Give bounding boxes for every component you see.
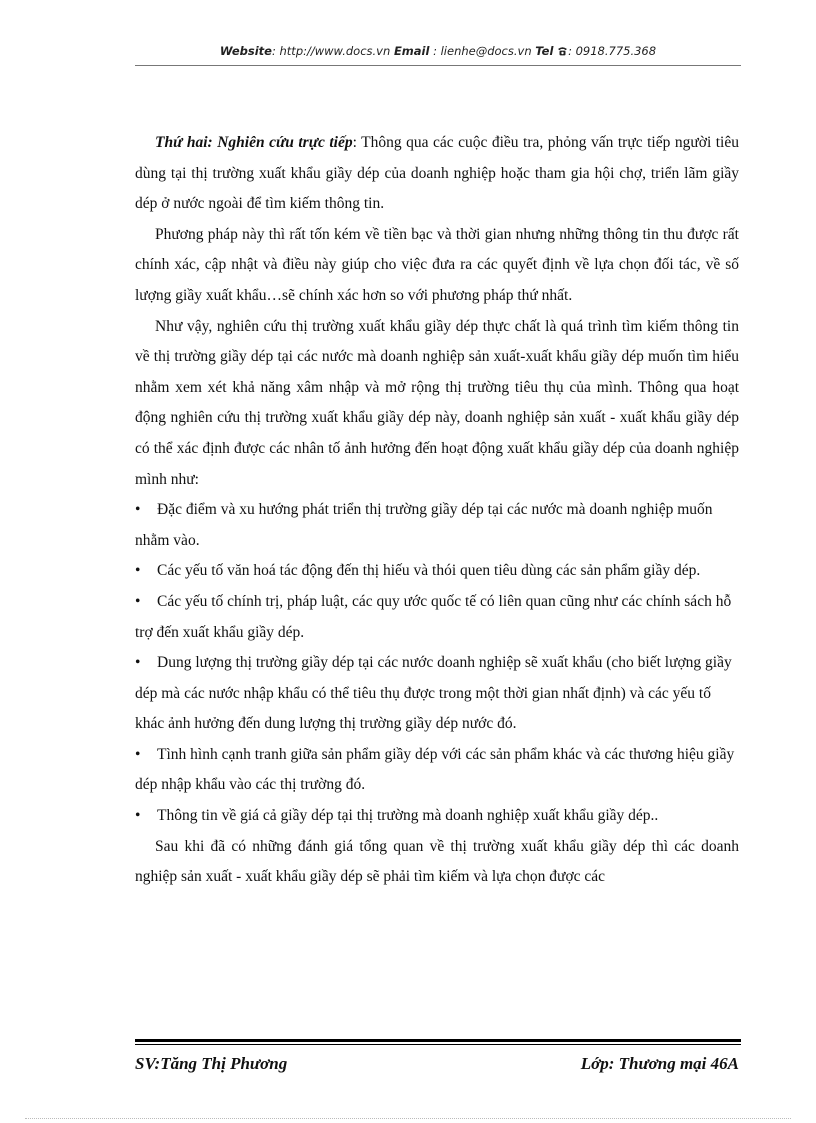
paragraph-direct-research bbox=[135, 128, 739, 220]
page-header bbox=[135, 44, 741, 58]
phone-icon bbox=[557, 44, 568, 58]
bullet-marker: • bbox=[135, 562, 141, 580]
document-body bbox=[135, 128, 739, 893]
tel-value: : 0918.775.368 bbox=[568, 44, 657, 58]
list-item: • Thông tin về giá cả giầy dép tại thị trường mà doanh nghiệp xuất khẩu giầy dép.. bbox=[135, 801, 739, 832]
website-label: Website bbox=[219, 44, 272, 58]
footer-divider-thin bbox=[135, 1044, 741, 1045]
list-item: • Dung lượng thị trường giầy dép tại các nước doanh nghiệp sẽ xuất khẩu (cho biết lượng giầy dép mà các nước nhập khẩu có thể tiêu thụ được trong một thời gian nhất định) và các yếu tố khác ảnh hưởng đến dung lượng thị trường giầy dép nước đó. bbox=[135, 648, 739, 740]
paragraph-cost: Phương pháp này thì rất tốn kém về tiền bạc và thời gian nhưng những thông tin thu được rất chính xác, cập nhật và điều này giúp cho việc đưa ra các quyết định về lựa chọn đối tác, về số lượng giầy xuất khẩu…sẽ chính xác hơn so với phương pháp thứ nhất. bbox=[135, 225, 739, 304]
email-value: : lienhe@docs.vn bbox=[433, 44, 532, 58]
class-name: Lớp: Thương mại 46A bbox=[580, 1054, 739, 1073]
bullet-marker: • bbox=[135, 501, 141, 519]
list-item: • Các yếu tố chính trị, pháp luật, các quy ước quốc tế có liên quan cũng như các chính sách hỗ trợ đến xuất khẩu giầy dép. bbox=[135, 587, 739, 648]
bullet-marker: • bbox=[135, 592, 141, 610]
paragraph-next-step: Sau khi đã có những đánh giá tổng quan về thị trường xuất khẩu giầy dép thì các doanh nghiệp sản xuất - xuất khẩu giầy dép sẽ phải tìm kiếm và lựa chọn được các bbox=[135, 837, 739, 886]
list-item: • Đặc điểm và xu hướng phát triển thị trường giầy dép tại các nước mà doanh nghiệp muốn nhằm vào. bbox=[135, 495, 739, 556]
header-divider bbox=[135, 65, 741, 66]
list-item: • Tình hình cạnh tranh giữa sản phẩm giầy dép với các sản phẩm khác và các thương hiệu giầy dép nhập khẩu vào các thị trường đó. bbox=[135, 740, 739, 801]
page-edge bbox=[25, 1118, 791, 1119]
bullet-marker: • bbox=[135, 807, 141, 825]
list-item: • Các yếu tố văn hoá tác động đến thị hiếu và thói quen tiêu dùng các sản phẩm giầy dép. bbox=[135, 556, 739, 587]
bullet-marker: • bbox=[135, 654, 141, 672]
email-label: Email bbox=[393, 44, 430, 58]
paragraph-text: : Thông qua các cuộc điều tra, phỏng vấn trực tiếp người tiêu dùng tại thị trường xuất khẩu giầy dép của doanh nghiệp hoặc tham gia hội chợ, triển lãm giầy dép ở nước ngoài để tìm kiếm thông tin. bbox=[135, 134, 739, 213]
website-value: : http://www.docs.vn bbox=[271, 44, 391, 58]
paragraph-summary: Như vậy, nghiên cứu thị trường xuất khẩu giầy dép thực chất là quá trình tìm kiếm thông tin về thị trường giầy dép tại các nước mà doanh nghiệp sản xuất-xuất khẩu giầy dép muốn tìm hiểu nhằm xem xét khả năng xâm nhập và mở rộng thị trường tiêu thụ của mình. Thông qua hoạt động nghiên cứu thị trường xuất khẩu giầy dép này, doanh nghiệp sản xuất - xuất khẩu giầy dép có thể xác định được các nhân tố ảnh hưởng đến hoạt động xuất khẩu giầy dép của doanh nghiệp mình như: bbox=[135, 317, 739, 488]
bullet-marker: • bbox=[135, 745, 141, 763]
tel-label: Tel bbox=[535, 44, 554, 58]
student-name: SV:Tăng Thị Phương bbox=[135, 1054, 288, 1073]
paragraph-lead: Thứ hai: Nghiên cứu trực tiếp bbox=[155, 134, 353, 151]
footer-divider-thick bbox=[135, 1039, 741, 1042]
